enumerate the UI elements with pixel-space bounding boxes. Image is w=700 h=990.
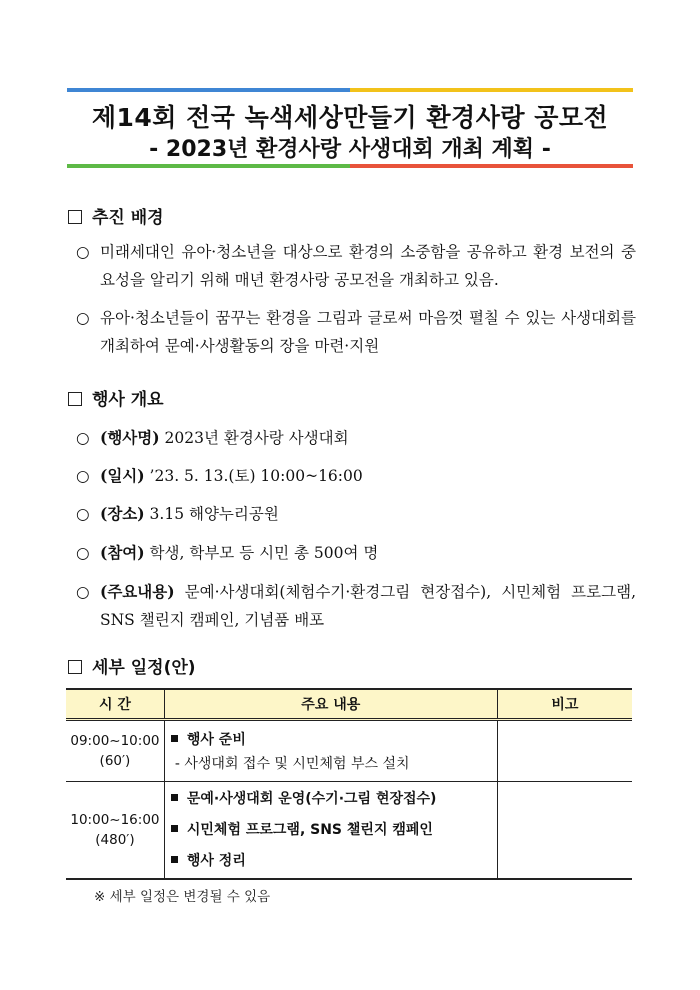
item-label: (장소) — [100, 504, 145, 523]
schedule-item — [171, 815, 497, 846]
time-cell — [66, 782, 164, 880]
schedule-item-text: 문예·사생대회 운영(수기·그림 현장접수) — [186, 790, 437, 807]
title-top-bar-right — [350, 88, 633, 92]
title-top-bar-left — [67, 88, 350, 92]
title-top-bar — [67, 88, 633, 92]
item-value: 3.15 해양누리공원 — [144, 505, 279, 523]
bullet-text: 미래세대인 유아·청소년을 대상으로 환경의 소중함을 공유하고 환경 보전의 중요성을 알리기 위해 매년 환경사랑 공모전을 개최하고 있음. — [100, 243, 636, 289]
schedule-item — [171, 846, 497, 877]
bullet-text: 유아·청소년들이 꿈꾸는 환경을 그림과 글로써 마음껏 펼칠 수 있는 사생대회를 개최하여 문예·사생활동의 장을 마련·지원 — [100, 309, 636, 355]
background-bullet-2 — [76, 304, 636, 360]
item-value: 2023년 환경사랑 사생대회 — [159, 429, 349, 447]
circle-bullet-icon: ○ — [76, 309, 90, 327]
time-duration: (480′) — [95, 832, 135, 848]
square-bullet-icon — [171, 825, 178, 832]
time-duration: (60′) — [99, 753, 131, 769]
document-title: 제14회 전국 녹색세상만들기 환경사랑 공모전 — [91, 103, 609, 132]
title-bottom-bar — [67, 164, 633, 168]
overview-item-main-content — [76, 578, 636, 634]
section-heading-schedule — [68, 653, 196, 678]
section-heading-text: 세부 일정(안) — [92, 658, 196, 678]
item-value: 문예·사생대회(체험수기·환경그림 현장접수), 시민체험 프로그램, SNS 챌린지 캠페인, 기념품 배포 — [100, 583, 636, 629]
square-bullet-icon — [171, 856, 178, 863]
circle-bullet-icon: ○ — [76, 583, 90, 601]
time-range: 09:00~10:00 — [70, 733, 160, 749]
circle-bullet-icon: ○ — [76, 429, 90, 447]
overview-item-participants — [76, 539, 636, 567]
item-label: (행사명) — [100, 428, 160, 447]
circle-bullet-icon: ○ — [76, 243, 90, 261]
overview-item-event-name — [76, 424, 636, 452]
column-header-time: 시 간 — [66, 689, 164, 720]
schedule-table — [66, 688, 632, 880]
item-label: (일시) — [100, 466, 145, 485]
note-cell — [497, 720, 632, 782]
table-row — [66, 720, 632, 782]
item-value: ’23. 5. 13.(토) 10:00~16:00 — [144, 467, 363, 485]
schedule-footnote: ※ 세부 일정은 변경될 수 있음 — [94, 889, 271, 905]
table-header-row — [66, 689, 632, 720]
document-subtitle: - 2023년 환경사랑 사생대회 개최 계획 - — [149, 137, 551, 162]
checkbox-square-icon — [68, 392, 82, 406]
time-cell — [66, 720, 164, 782]
schedule-item — [171, 784, 497, 815]
note-cell — [497, 782, 632, 880]
table-row — [66, 782, 632, 880]
circle-bullet-icon: ○ — [76, 544, 90, 562]
schedule-item-text: 시민체험 프로그램, SNS 챌린지 캠페인 — [186, 821, 433, 838]
content-cell — [164, 720, 497, 782]
overview-item-datetime — [76, 462, 636, 490]
overview-item-place — [76, 500, 636, 528]
circle-bullet-icon: ○ — [76, 467, 90, 485]
checkbox-square-icon — [68, 210, 82, 224]
circle-bullet-icon: ○ — [76, 505, 90, 523]
square-bullet-icon — [171, 794, 178, 801]
section-heading-overview — [68, 385, 164, 410]
schedule-subitem: - 사생대회 접수 및 시민체험 부스 설치 — [174, 756, 410, 772]
column-header-note: 비고 — [497, 689, 632, 720]
schedule-item-text: 행사 준비 — [186, 732, 246, 748]
content-cell — [164, 782, 497, 880]
title-bottom-bar-right — [350, 164, 633, 168]
checkbox-square-icon — [68, 660, 82, 674]
item-value: 학생, 학부모 등 시민 총 500여 명 — [144, 544, 379, 562]
section-heading-background — [68, 203, 164, 228]
item-label: (주요내용) — [100, 582, 175, 601]
background-bullet-1 — [76, 238, 636, 294]
section-heading-text: 추진 배경 — [92, 208, 164, 228]
square-bullet-icon — [171, 735, 178, 742]
item-label: (참여) — [100, 543, 145, 562]
section-heading-text: 행사 개요 — [92, 390, 164, 410]
column-header-content: 주요 내용 — [164, 689, 497, 720]
title-block — [67, 88, 633, 168]
schedule-item-text: 행사 정리 — [186, 852, 246, 869]
title-bottom-bar-left — [67, 164, 350, 168]
time-range: 10:00~16:00 — [70, 812, 160, 828]
schedule-item — [171, 727, 497, 753]
